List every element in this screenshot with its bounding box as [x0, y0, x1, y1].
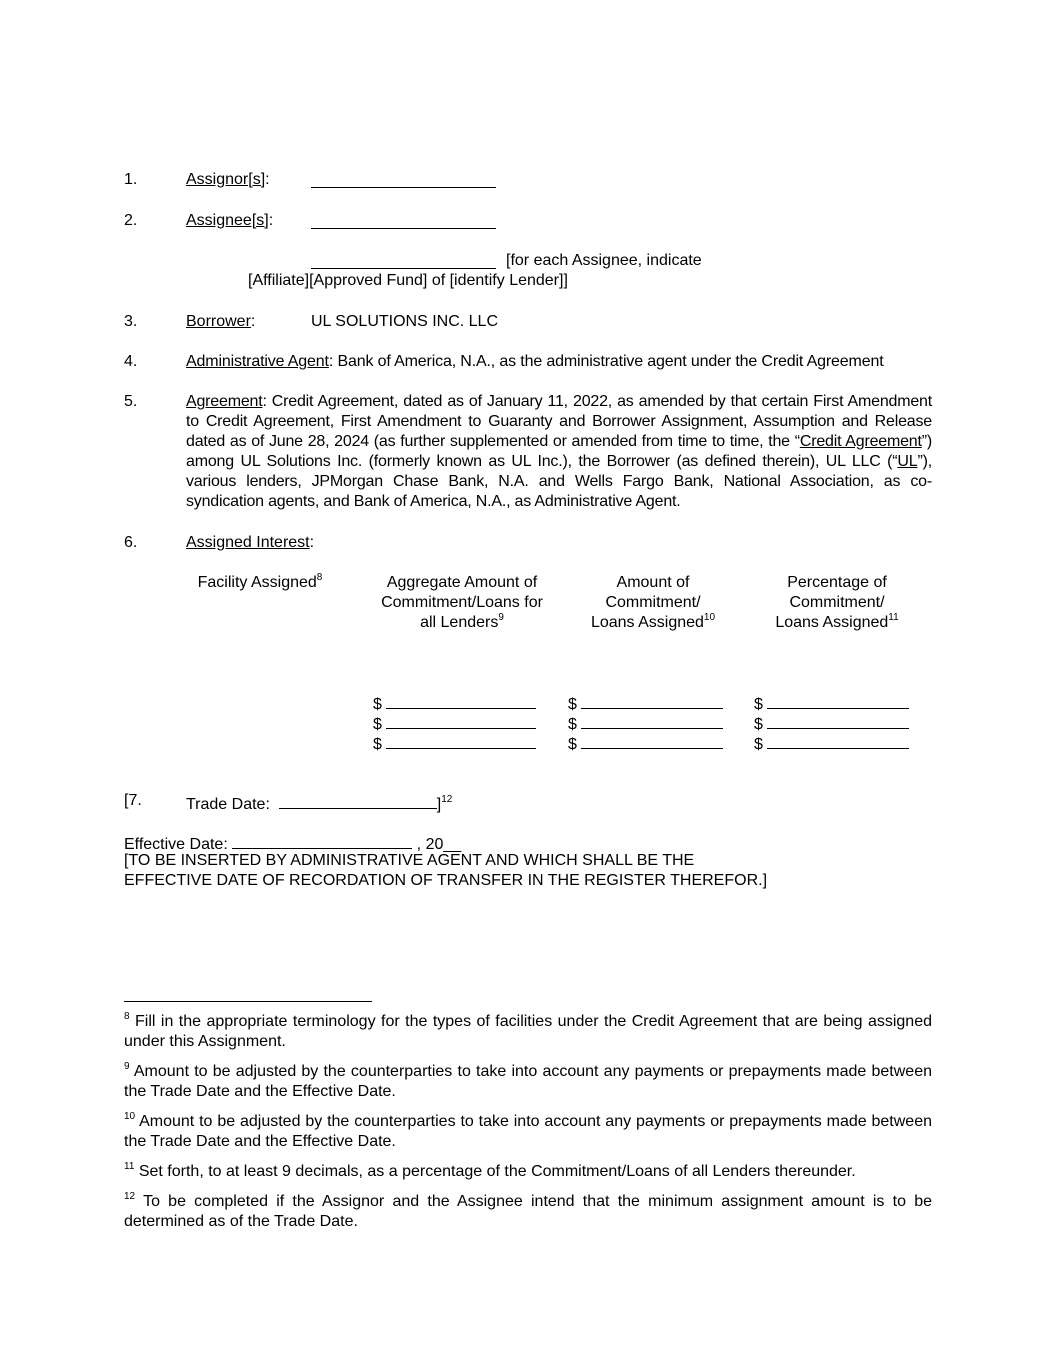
assignee-label: Assignee[s]	[186, 212, 269, 229]
table-row	[754, 731, 909, 751]
footnote-text: Amount to be adjusted by the counterparties to take into account any payments or prepayments made between the Trade Date and the Effective Date.	[124, 1113, 933, 1150]
amount-blank[interactable]	[767, 731, 909, 749]
header-line	[372, 613, 552, 633]
footnote-11	[124, 1162, 932, 1182]
trade-date-label: Trade Date:	[186, 796, 270, 813]
item-5-number: 5.	[124, 393, 138, 410]
footnote-ref: 12	[441, 793, 453, 805]
assignee-affiliation-blank[interactable]	[311, 251, 496, 269]
header-line: Commitment/Loans for	[381, 594, 543, 611]
dollar-sign: $	[373, 696, 382, 713]
header-line-text: all Lenders	[420, 614, 499, 631]
dollar-sign: $	[754, 736, 763, 753]
footnote-text: Set forth, to at least 9 decimals, as a percentage of the Commitment/Loans of all Lenders thereunder.	[138, 1163, 856, 1180]
header-line-text: Loans Assigned	[775, 614, 889, 631]
amount-blank[interactable]	[386, 711, 536, 729]
dollar-sign: $	[754, 716, 763, 733]
assignee-note-line1: [for each Assignee, indicate	[506, 252, 702, 269]
header-line: Commitment/	[605, 594, 701, 611]
table-row	[373, 711, 536, 731]
footnote-number: 9	[124, 1060, 130, 1072]
dollar-sign: $	[373, 736, 382, 753]
item-1-number: 1.	[124, 171, 138, 188]
effective-note-line1: [TO BE INSERTED BY ADMINISTRATIVE AGENT AND WHICH SHALL BE THE	[124, 852, 695, 869]
agreement-paragraph	[186, 392, 932, 512]
effective-note-line2: EFFECTIVE DATE OF RECORDATION OF TRANSFER IN THE REGISTER THEREFOR.]	[124, 872, 768, 889]
header-line: Amount of	[616, 574, 690, 591]
table-header-amount	[578, 573, 728, 633]
header-line	[762, 613, 912, 633]
table-row	[373, 691, 536, 711]
assigned-interest-label: Assigned Interest	[186, 534, 310, 551]
footnote-ref: 8	[316, 571, 323, 583]
table-row	[373, 731, 536, 751]
item-7-number: [7.	[124, 792, 142, 809]
header-line: Facility Assigned	[197, 574, 317, 591]
dollar-sign: $	[568, 736, 577, 753]
footnote-number: 12	[124, 1190, 136, 1202]
credit-agreement-defined-term: Credit Agreement	[799, 433, 922, 450]
amount-blank[interactable]	[581, 711, 723, 729]
header-line	[578, 613, 728, 633]
footnote-separator	[124, 1001, 372, 1002]
table-row	[754, 711, 909, 731]
dollar-sign: $	[754, 696, 763, 713]
amount-blank[interactable]	[386, 731, 536, 749]
effective-date-year: , 20__	[416, 836, 462, 853]
trade-date-close-bracket: ]	[436, 796, 442, 813]
table-header-facility	[180, 573, 340, 593]
item-4-number: 4.	[124, 353, 138, 370]
footnote-text: To be completed if the Assignor and the Assignee intend that the minimum assignment amount is to be determined as of the Trade Date.	[124, 1193, 933, 1230]
item-3-label: Borrower:	[186, 313, 256, 330]
footnote-number: 10	[124, 1110, 136, 1122]
amount-blank[interactable]	[581, 731, 723, 749]
assignee-blank[interactable]	[311, 211, 496, 229]
agreement-text-b: ”) among UL Solutions Inc. (formerly known as UL Inc.), the Borrower (as defined therein), UL LLC (“	[186, 433, 933, 470]
borrower-label: Borrower	[186, 313, 251, 330]
effective-date-label: Effective Date:	[124, 836, 228, 853]
footnote-10	[124, 1112, 932, 1152]
footnote-number: 11	[124, 1160, 135, 1172]
footnote-ref: 10	[703, 611, 716, 623]
amount-blank[interactable]	[386, 691, 536, 709]
item-6-number: 6.	[124, 534, 138, 551]
footnote-12	[124, 1192, 932, 1232]
assignee-note-line2: [Affiliate][Approved Fund] of [identify Lender]]	[248, 272, 568, 289]
footnote-ref: 11	[888, 611, 899, 623]
footnote-text: Fill in the appropriate terminology for the types of facilities under the Credit Agreement that are being assigned under this Assignment.	[124, 1013, 932, 1050]
header-line: Percentage of	[787, 574, 887, 591]
item-3-number: 3.	[124, 313, 138, 330]
item-6-label: Assigned Interest:	[186, 534, 315, 551]
table-header-percentage	[762, 573, 912, 633]
footnote-8	[124, 1012, 932, 1052]
trade-date-line	[186, 791, 452, 815]
trade-date-blank[interactable]	[279, 791, 437, 809]
amount-blank[interactable]	[767, 711, 909, 729]
borrower-value: UL SOLUTIONS INC. LLC	[311, 313, 499, 330]
item-1-label: Assignor[s]:	[186, 171, 270, 188]
table-row	[568, 731, 723, 751]
percentage-column	[754, 691, 909, 751]
item-2-label: Assignee[s]:	[186, 212, 274, 229]
assignor-label: Assignor[s]	[186, 171, 266, 188]
table-row	[568, 691, 723, 711]
admin-agent-label: Administrative Agent	[186, 353, 329, 370]
assignor-blank[interactable]	[311, 170, 496, 188]
effective-date-blank[interactable]	[232, 831, 412, 849]
agreement-text-a: : Credit Agreement, dated as of January 11, 2022, as amended by that certain First Amendment to Credit Agreement, First Amendment to Guaranty and Borrower Assignment, Assumption and Release dated as of June 28, 2024 (as further supplemented or amended from time to time, the “	[186, 393, 932, 450]
aggregate-amount-column	[373, 691, 536, 751]
assigned-amount-column	[568, 691, 723, 751]
agreement-label: Agreement	[186, 393, 263, 410]
dollar-sign: $	[568, 716, 577, 733]
amount-blank[interactable]	[767, 691, 909, 709]
ul-defined-term: UL	[897, 453, 918, 470]
table-row	[568, 711, 723, 731]
header-line-text: Loans Assigned	[590, 614, 704, 631]
agreement-text-c: ”), various lenders, JPMorgan Chase Bank, N.A. and Wells Fargo Bank, National Association, as co-syndication agents, and Bank of America, N.A., as Administrative Agent.	[186, 453, 932, 510]
footnote-9	[124, 1062, 932, 1102]
admin-agent-value: : Bank of America, N.A., as the administrative agent under the Credit Agreement	[328, 353, 884, 370]
table-row	[754, 691, 909, 711]
item-2-number: 2.	[124, 212, 138, 229]
header-line: Commitment/	[789, 594, 885, 611]
dollar-sign: $	[568, 696, 577, 713]
dollar-sign: $	[373, 716, 382, 733]
footnote-text: Amount to be adjusted by the counterparties to take into account any payments or prepayments made between the Trade Date and the Effective Date.	[124, 1063, 933, 1100]
item-4-text	[186, 352, 884, 372]
table-header-aggregate	[372, 573, 552, 633]
header-line: Aggregate Amount of	[386, 574, 538, 591]
footnote-ref: 9	[498, 611, 504, 623]
amount-blank[interactable]	[581, 691, 723, 709]
footnote-number: 8	[124, 1010, 130, 1022]
